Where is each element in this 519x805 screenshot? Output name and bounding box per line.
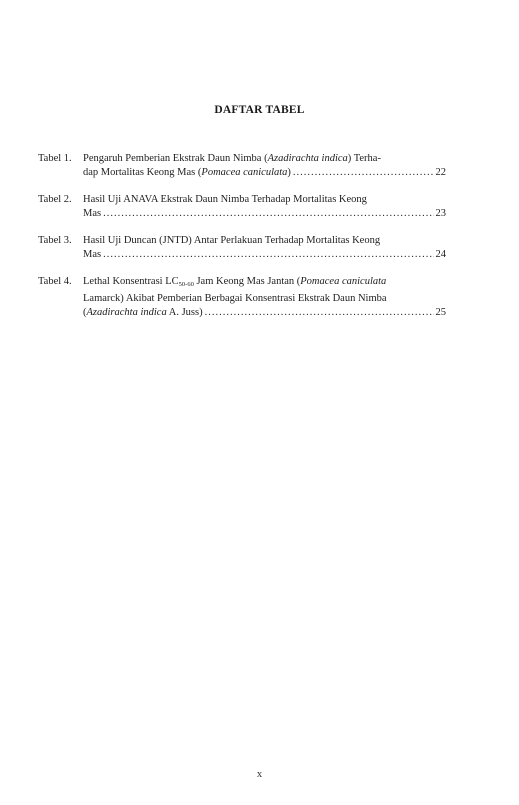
entry-title-line: Lamarck) Akibat Pemberian Berbagai Konsentrasi Ekstrak Daun Nimba	[83, 293, 387, 304]
page-number: 24	[435, 249, 446, 260]
list-item-tabel-2	[38, 193, 446, 221]
entry-title	[83, 275, 446, 320]
title-text: Pengaruh Pemberian Ekstrak Daun Nimba (	[83, 153, 268, 164]
title-text-last	[83, 166, 291, 180]
entry-title-line	[83, 275, 446, 292]
title-text: (	[83, 307, 87, 318]
entry-title	[83, 234, 446, 262]
entry-label: Tabel 1.	[38, 153, 72, 164]
title-text: dap Mortalitas Keong Mas (	[83, 167, 202, 178]
entry-title	[83, 152, 446, 180]
dot-leader	[293, 166, 434, 180]
entry-title-line	[83, 152, 446, 166]
entry-title-line	[83, 166, 446, 180]
page-title: DAFTAR TABEL	[214, 104, 305, 116]
table-list	[38, 152, 446, 333]
entry-title-line: Hasil Uji ANAVA Ekstrak Daun Nimba Terhadap Mortalitas Keong	[83, 194, 367, 205]
entry-title-line: Hasil Uji Duncan (JNTD) Antar Perlakuan Terhadap Mortalitas Keong	[83, 235, 381, 246]
title-text: Lethal Konsentrasi LC	[83, 276, 179, 287]
entry-title	[83, 193, 446, 221]
list-item-tabel-1	[38, 152, 446, 180]
entry-title-line	[83, 207, 446, 221]
page-number: 22	[435, 167, 446, 178]
subscript: 50-60	[178, 281, 194, 288]
title-text: A. Juss)	[166, 307, 203, 318]
species-name: Azadirachta indica	[86, 307, 167, 318]
entry-label: Tabel 2.	[38, 194, 72, 205]
roman-page-number: x	[256, 769, 263, 780]
page-number: 23	[435, 208, 446, 219]
dot-leader	[103, 248, 433, 262]
title-text-last: Mas	[83, 249, 102, 260]
entry-title-line	[83, 248, 446, 262]
title-text-last: Mas	[83, 208, 102, 219]
title-text-last	[83, 306, 203, 320]
list-item-tabel-4	[38, 275, 446, 320]
page-number: 25	[435, 307, 446, 318]
species-name: Pomacea caniculata	[300, 276, 387, 287]
title-text: )	[287, 167, 291, 178]
title-text: Jam Keong Mas Jantan (	[193, 276, 301, 287]
entry-label: Tabel 4.	[38, 276, 72, 287]
species-name: Azadirachta indica	[267, 153, 348, 164]
title-text: ) Terha-	[347, 153, 381, 164]
list-item-tabel-3	[38, 234, 446, 262]
dot-leader	[205, 306, 434, 320]
species-name: Pomacea caniculata	[201, 167, 288, 178]
entry-title-line	[83, 306, 446, 320]
entry-label: Tabel 3.	[38, 235, 72, 246]
dot-leader	[103, 207, 433, 221]
